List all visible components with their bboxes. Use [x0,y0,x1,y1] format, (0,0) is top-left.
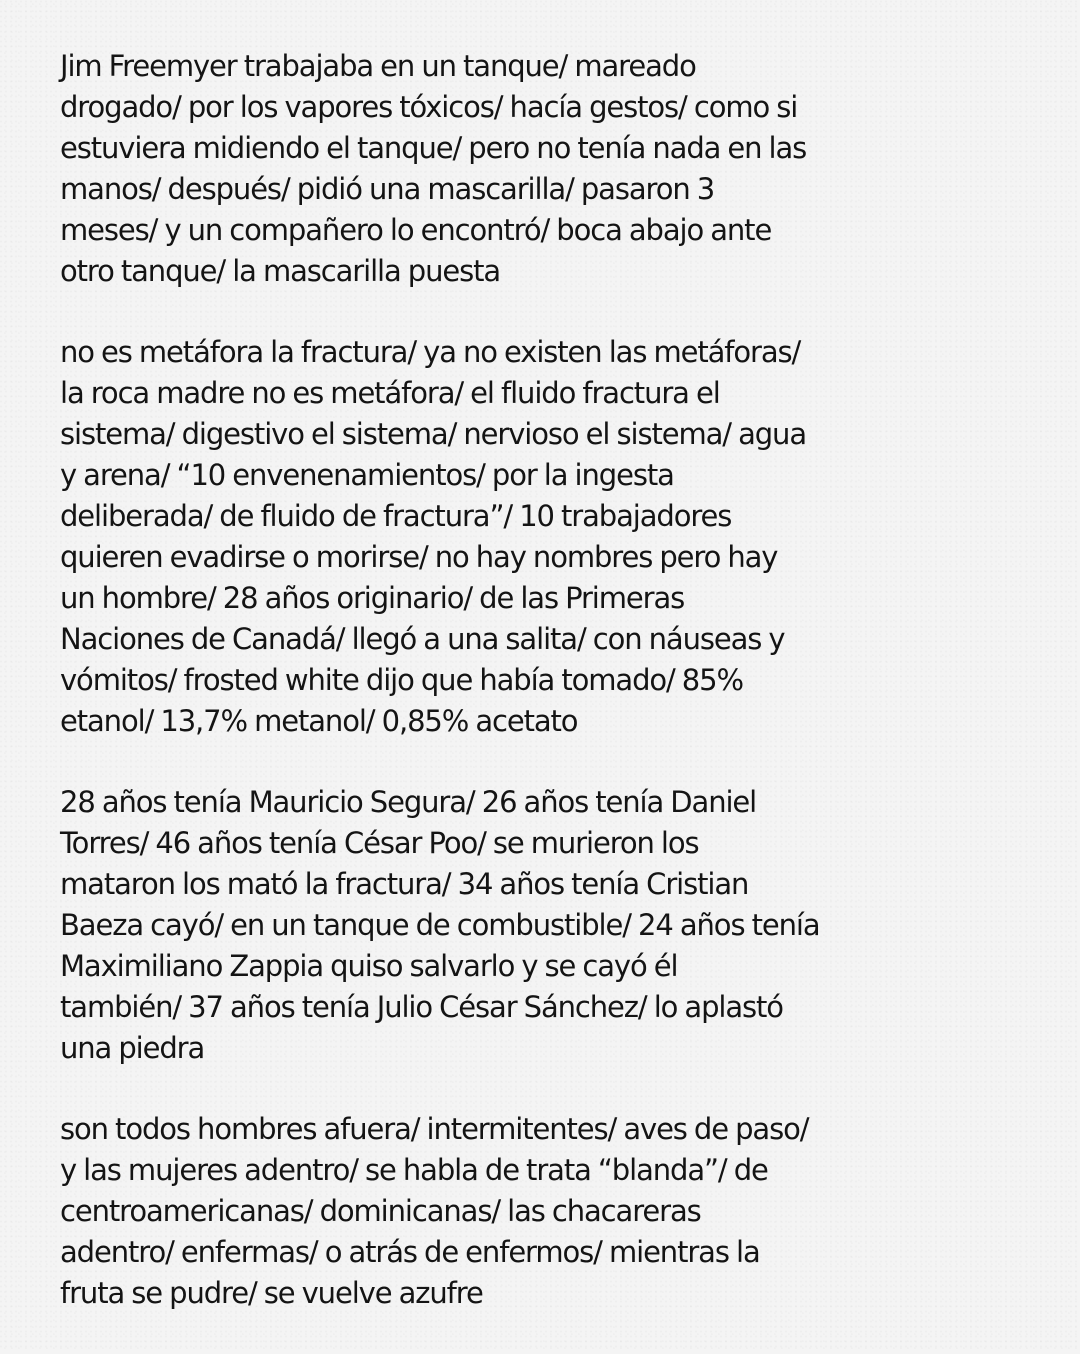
text-line: etanol/ 13,7% metanol/ 0,85% acetato [60,704,578,738]
text-line: Maximiliano Zappia quiso salvarlo y se cayó él [60,949,678,983]
text-line: una piedra [60,1031,205,1065]
text-line: no es metáfora la fractura/ ya no existen las metáforas/ [60,335,801,369]
stanza-4 [60,1109,960,1314]
stanza-3 [60,782,960,1069]
text-line: centroamericanas/ dominicanas/ las chacareras [60,1194,701,1228]
text-line: también/ 37 años tenía Julio César Sánchez/ lo aplastó [60,990,783,1024]
text-line: Naciones de Canadá/ llegó a una salita/ con náuseas y [60,622,785,656]
text-line: 28 años tenía Mauricio Segura/ 26 años tenía Daniel [60,785,757,819]
text-line: estuviera midiendo el tanque/ pero no tenía nada en las [60,131,807,165]
text-line: vómitos/ frosted white dijo que había tomado/ 85% [60,663,743,697]
text-line: y arena/ “10 envenenamientos/ por la ingesta [60,458,674,492]
text-line: Jim Freemyer trabajaba en un tanque/ mareado [60,49,696,83]
text-line: manos/ después/ pidió una mascarilla/ pasaron 3 [60,172,715,206]
text-line: la roca madre no es metáfora/ el fluido fractura el [60,376,720,410]
text-line: drogado/ por los vapores tóxicos/ hacía gestos/ como si [60,90,798,124]
text-line: Baeza cayó/ en un tanque de combustible/ 24 años tenía [60,908,820,942]
text-line: adentro/ enfermas/ o atrás de enfermos/ mientras la [60,1235,760,1269]
text-line: quieren evadirse o morirse/ no hay nombres pero hay [60,540,778,574]
text-line: Torres/ 46 años tenía César Poo/ se murieron los [60,826,699,860]
text-line: y las mujeres adentro/ se habla de trata “blanda”/ de [60,1153,768,1187]
poem-text [60,46,960,1354]
text-line: meses/ y un compañero lo encontró/ boca abajo ante [60,213,772,247]
stanza-2 [60,332,960,742]
text-line: fruta se pudre/ se vuelve azufre [60,1276,483,1310]
text-line: mataron los mató la fractura/ 34 años tenía Cristian [60,867,749,901]
text-line: un hombre/ 28 años originario/ de las Primeras [60,581,685,615]
text-line: son todos hombres afuera/ intermitentes/ aves de paso/ [60,1112,809,1146]
stanza-1 [60,46,960,292]
text-line: otro tanque/ la mascarilla puesta [60,254,501,288]
text-line: deliberada/ de fluido de fractura”/ 10 trabajadores [60,499,732,533]
text-line: sistema/ digestivo el sistema/ nervioso el sistema/ agua [60,417,807,451]
